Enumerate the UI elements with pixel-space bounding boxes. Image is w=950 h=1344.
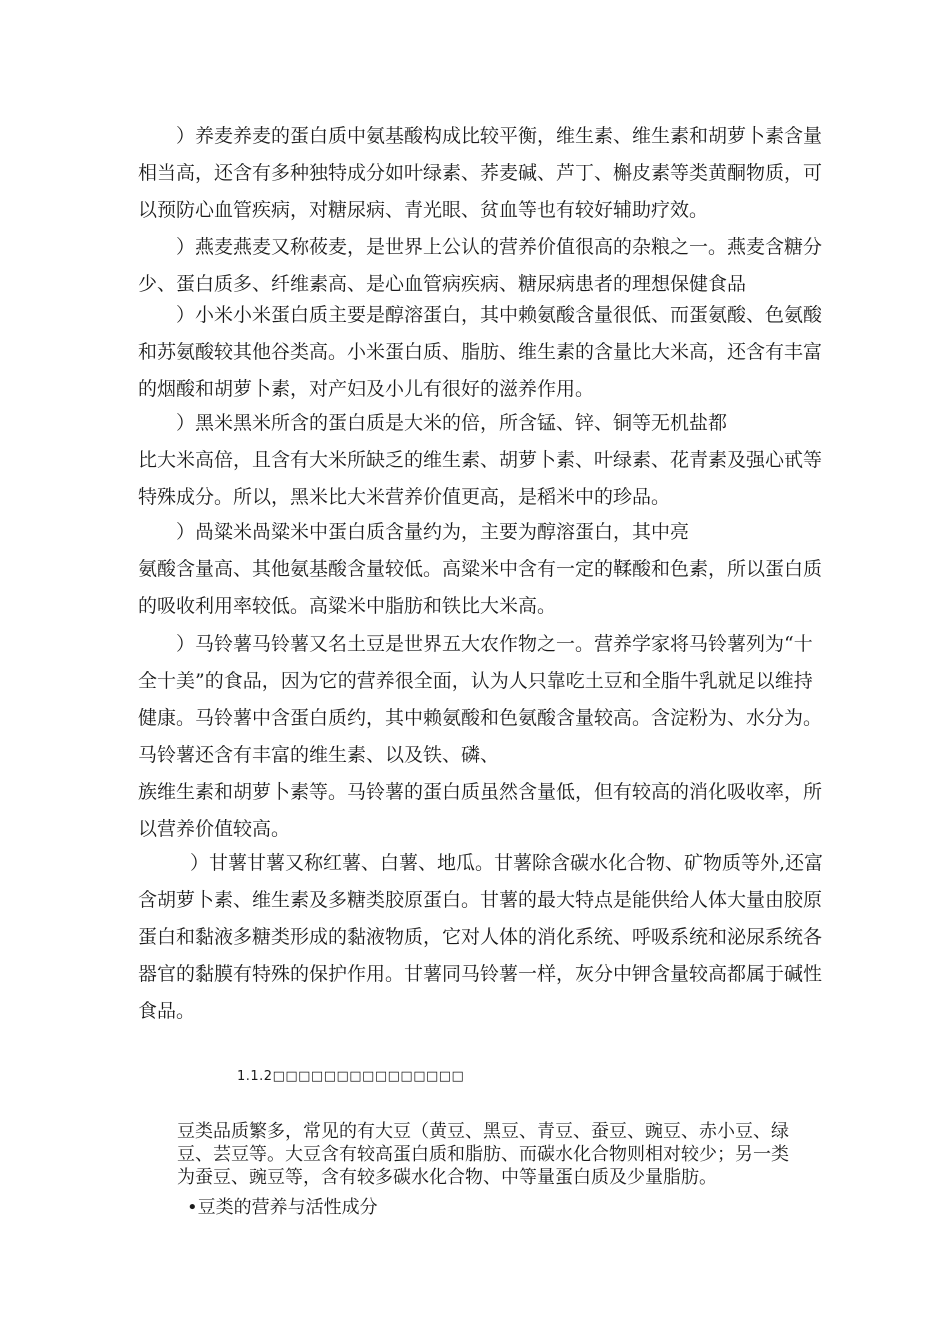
text-line: 含胡萝卜素、维生素及多糖类胶原蛋白。甘薯的最大特点是能供给人体大量由胶原	[138, 889, 823, 911]
bullet-marker: •	[187, 1197, 198, 1218]
text-line: 全十美”的食品，因为它的营养很全面，认为人只靠吃土豆和全脂牛乳就足以维持	[138, 670, 813, 692]
text-line: 豆类品质繁多，常见的有大豆（黄豆、黑豆、青豆、蚕豆、豌豆、赤小豆、绿	[177, 1121, 789, 1142]
paragraph-black-rice	[138, 405, 842, 516]
text-line: ）小米小米蛋白质主要是醇溶蛋白，其中赖氨酸含量很低、而蛋氨酸、色氨酸	[176, 304, 823, 326]
text-line: ）黑米黑米所含的蛋白质是大米的倍，所含锰、锌、铜等无机盐都	[176, 412, 728, 434]
text-line: ）马铃薯马铃薯又名土豆是世界五大农作物之一。营养学家将马铃薯列为“十	[176, 633, 813, 655]
text-line: 相当高，还含有多种独特成分如叶绿素、荞麦碱、芦丁、槲皮素等类黄酮物质，可	[138, 162, 823, 184]
paragraph-oats	[138, 229, 842, 303]
text-line: 特殊成分。所以，黑米比大米营养价值更高，是稻米中的珍品。	[138, 486, 671, 508]
bullet-text: 豆类的营养与活性成分	[197, 1197, 378, 1218]
text-line: 马铃薯还含有丰富的维生素、以及铁、磷、	[138, 744, 500, 766]
text-line: ）养麦养麦的蛋白质中氨基酸构成比较平衡，维生素、维生素和胡萝卜素含量	[176, 125, 823, 147]
text-line: 豆、芸豆等。大豆含有较高蛋白质和脂肪、而碳水化合物则相对较少；另一类	[177, 1144, 789, 1165]
paragraph-sorghum	[138, 514, 842, 625]
paragraph-millet	[138, 297, 842, 408]
text-line: 为蚕豆、豌豆等，含有较多碳水化合物、中等量蛋白质及少量脂肪。	[177, 1167, 717, 1188]
section-heading: 1.1.2□□□□□□□□□□□□□□□	[237, 1069, 465, 1084]
text-line: 少、蛋白质多、纤维素高、是心血管病疾病、糖尿病患者的理想保健食品	[138, 273, 747, 295]
text-line: 和苏氨酸较其他谷类高。小米蛋白质、脂肪、维生素的含量比大米高，还含有丰富	[138, 341, 823, 363]
text-line: 以预防心血管疾病，对糖尿病、青光眼、贫血等也有较好辅助疗效。	[138, 199, 709, 221]
text-line: 蛋白和黏液多糖类形成的黏液物质，它对人体的消化系统、呼吸系统和泌尿系统各	[138, 926, 823, 948]
text-line: 氨酸含量高、其他氨基酸含量较低。高粱米中含有一定的鞣酸和色素，所以蛋白质	[138, 558, 823, 580]
text-line: 器官的黏膜有特殊的保护作用。甘薯同马铃薯一样，灰分中钾含量较高都属于碱性	[138, 963, 823, 985]
text-line: 的吸收利用率较低。高粱米中脂肪和铁比大米高。	[138, 595, 557, 617]
text-line: 以营养价值较高。	[138, 818, 291, 840]
paragraph-sweet-potato	[138, 845, 842, 1030]
text-line: 比大米高倍，且含有大米所缺乏的维生素、胡萝卜素、叶绿素、花青素及强心甙等	[138, 449, 823, 471]
paragraph-buckwheat	[138, 118, 842, 229]
text-line: 的烟酸和胡萝卜素，对产妇及小儿有很好的滋养作用。	[138, 378, 595, 400]
bullet-item	[187, 1196, 378, 1220]
paragraph-potato	[138, 626, 842, 848]
text-line: 族维生素和胡萝卜素等。马铃薯的蛋白质虽然含量低，但有较高的消化吸收率，所	[138, 781, 823, 803]
text-line: ）燕麦燕麦又称莜麦，是世界上公认的营养价值很高的杂粮之一。燕麦含糖分	[176, 236, 823, 258]
text-line: 健康。马铃薯中含蛋白质约，其中赖氨酸和色氨酸含量较高。含淀粉为、水分为。	[138, 707, 823, 729]
text-line: 食品。	[138, 1000, 196, 1022]
text-line: ）甘薯甘薯又称红薯、白薯、地瓜。甘薯除含碳水化合物、矿物质等外,还富	[190, 852, 824, 874]
paragraph-legumes	[177, 1120, 847, 1189]
text-line: ）咼粱米咼粱米中蛋白质含量约为，主要为醇溶蛋白，其中亮	[176, 521, 690, 543]
